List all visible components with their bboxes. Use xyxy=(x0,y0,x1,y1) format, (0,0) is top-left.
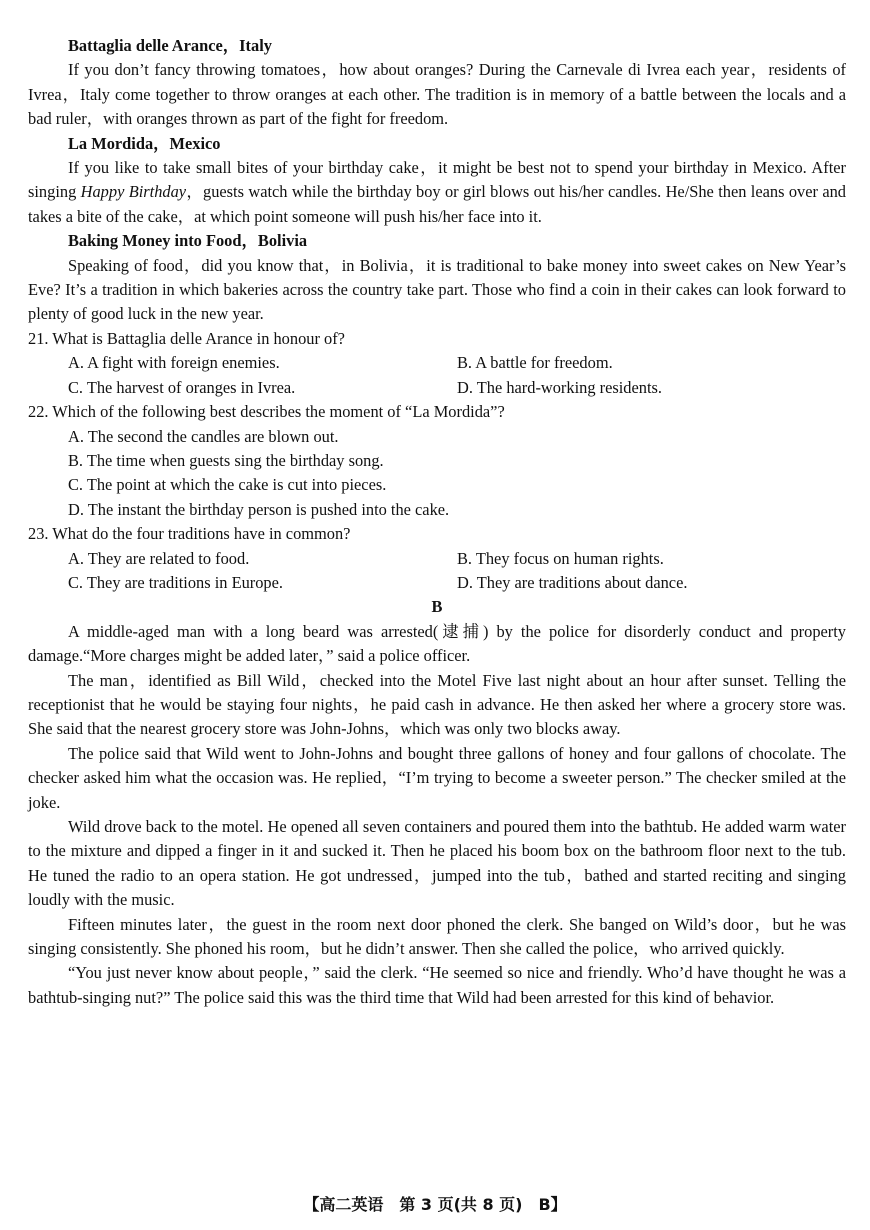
option-a: A. A fight with foreign enemies. xyxy=(68,353,280,373)
option-c: C. The harvest of oranges in Ivrea. xyxy=(68,377,296,397)
question-21 xyxy=(28,327,846,400)
passage-paragraph: A middle-aged man with a long beard was arrested(逮捕) by the police for disorderly conduct and property damage.“More charges might be added later，” said a police officer. xyxy=(28,621,846,666)
option-b: B. A battle for freedom. xyxy=(457,353,613,373)
passage-paragraph: Fifteen minutes later，the guest in the room next door phoned the clerk. She banged on Wild’s door，but he was singing consistently. She phoned his room，but he didn’t answer. Then she called the police，who arrived quickly. xyxy=(28,914,846,959)
section-b-label: B xyxy=(431,597,443,617)
passage-paragraph: Wild drove back to the motel. He opened all seven containers and poured them into the bathtub. He added warm water to the mixture and dipped a finger in it and sucked it. Then he placed his boom box on the bathroom floor next to the tub. He tuned the radio to an opera station. He got undressed，jumped into the tub，bathed and started reciting and singing loudly with the music. xyxy=(28,817,846,910)
tradition-block-italy xyxy=(28,34,846,132)
tradition-block-mexico xyxy=(28,132,846,230)
text-segment: If you like to take small bites of your birthday cake，it might be best not to spend your birthday in Mexico. After singing xyxy=(28,158,846,202)
tradition-text: If you don’t fancy throwing tomatoes，how about oranges? During the Carnevale di Ivrea each year，residents of Ivrea，Italy come together to throw oranges at each other. The tradition is in memory of a battle between the locals and a bad ruler，with oranges thrown as part of the fight for freedom. xyxy=(28,60,846,129)
options-row xyxy=(28,547,846,571)
options-row xyxy=(28,376,846,400)
options-row xyxy=(28,571,846,595)
option-d: D. They are traditions about dance. xyxy=(457,572,688,592)
tradition-text: Speaking of food，did you know that，in Bolivia，it is traditional to bake money into sweet cakes on New Year’s Eve? It’s a tradition in which bakeries across the country take part. Those who find a coin in their cakes can look forward to plenty of good luck in the new year. xyxy=(28,255,846,324)
tradition-heading: La Mordida，Mexico xyxy=(68,133,221,153)
options-row xyxy=(28,351,846,375)
tradition-heading: Battaglia delle Arance，Italy xyxy=(68,36,272,55)
option-c: C. The point at which the cake is cut into pieces. xyxy=(68,475,387,495)
option-c: C. They are traditions in Europe. xyxy=(68,572,283,592)
passage-paragraph: The man，identified as Bill Wild，checked into the Motel Five last night about an hour after sunset. Telling the receptionist that he would be staying four nights，he paid cash in advance. He then asked her where a grocery store was. She said that the nearest grocery store was John-Johns，which was only two blocks away. xyxy=(28,670,846,739)
tradition-block-bolivia xyxy=(28,229,846,327)
question-stem: 22. Which of the following best describes the moment of “La Mordida”? xyxy=(28,402,505,422)
option-b: B. The time when guests sing the birthday song. xyxy=(68,450,384,470)
passage-paragraph: The police said that Wild went to John-Johns and bought three gallons of honey and four gallons of chocolate. The checker asked him what the occasion was. He replied，“I’m trying to become a sweeter person.” The checker smiled at the joke. xyxy=(28,743,846,812)
tradition-text xyxy=(28,156,846,229)
question-stem: 21. What is Battaglia delle Arance in honour of? xyxy=(28,328,345,348)
option-b: B. They focus on human rights. xyxy=(457,548,664,568)
page-footer: 【高二英语 第 3 页(共 8 页) B】 xyxy=(303,1195,567,1214)
tradition-heading: Baking Money into Food，Bolivia xyxy=(68,231,308,251)
option-d: D. The hard-working residents. xyxy=(457,377,662,397)
option-a: A. They are related to food. xyxy=(68,548,250,568)
question-22 xyxy=(28,400,846,522)
text-segment: ，guests watch while the birthday boy or girl blows out his/her candles. He/She then leans over and takes a bite of the cake，at which point someone will push his/her face into it. xyxy=(28,182,846,226)
exam-page xyxy=(28,34,846,1010)
option-d: D. The instant the birthday person is pushed into the cake. xyxy=(68,499,450,519)
passage-b xyxy=(28,620,846,1011)
passage-paragraph: “You just never know about people，” said the clerk. “He seemed so nice and friendly. Who’d have thought he was a bathtub-singing nut?” The police said this was the third time that Wild had been arrested for this kind of behavior. xyxy=(28,963,846,1007)
song-title: Happy Birthday xyxy=(80,182,187,202)
question-stem: 23. What do the four traditions have in common? xyxy=(28,524,351,544)
option-a: A. The second the candles are blown out. xyxy=(68,426,339,446)
question-23 xyxy=(28,522,846,595)
